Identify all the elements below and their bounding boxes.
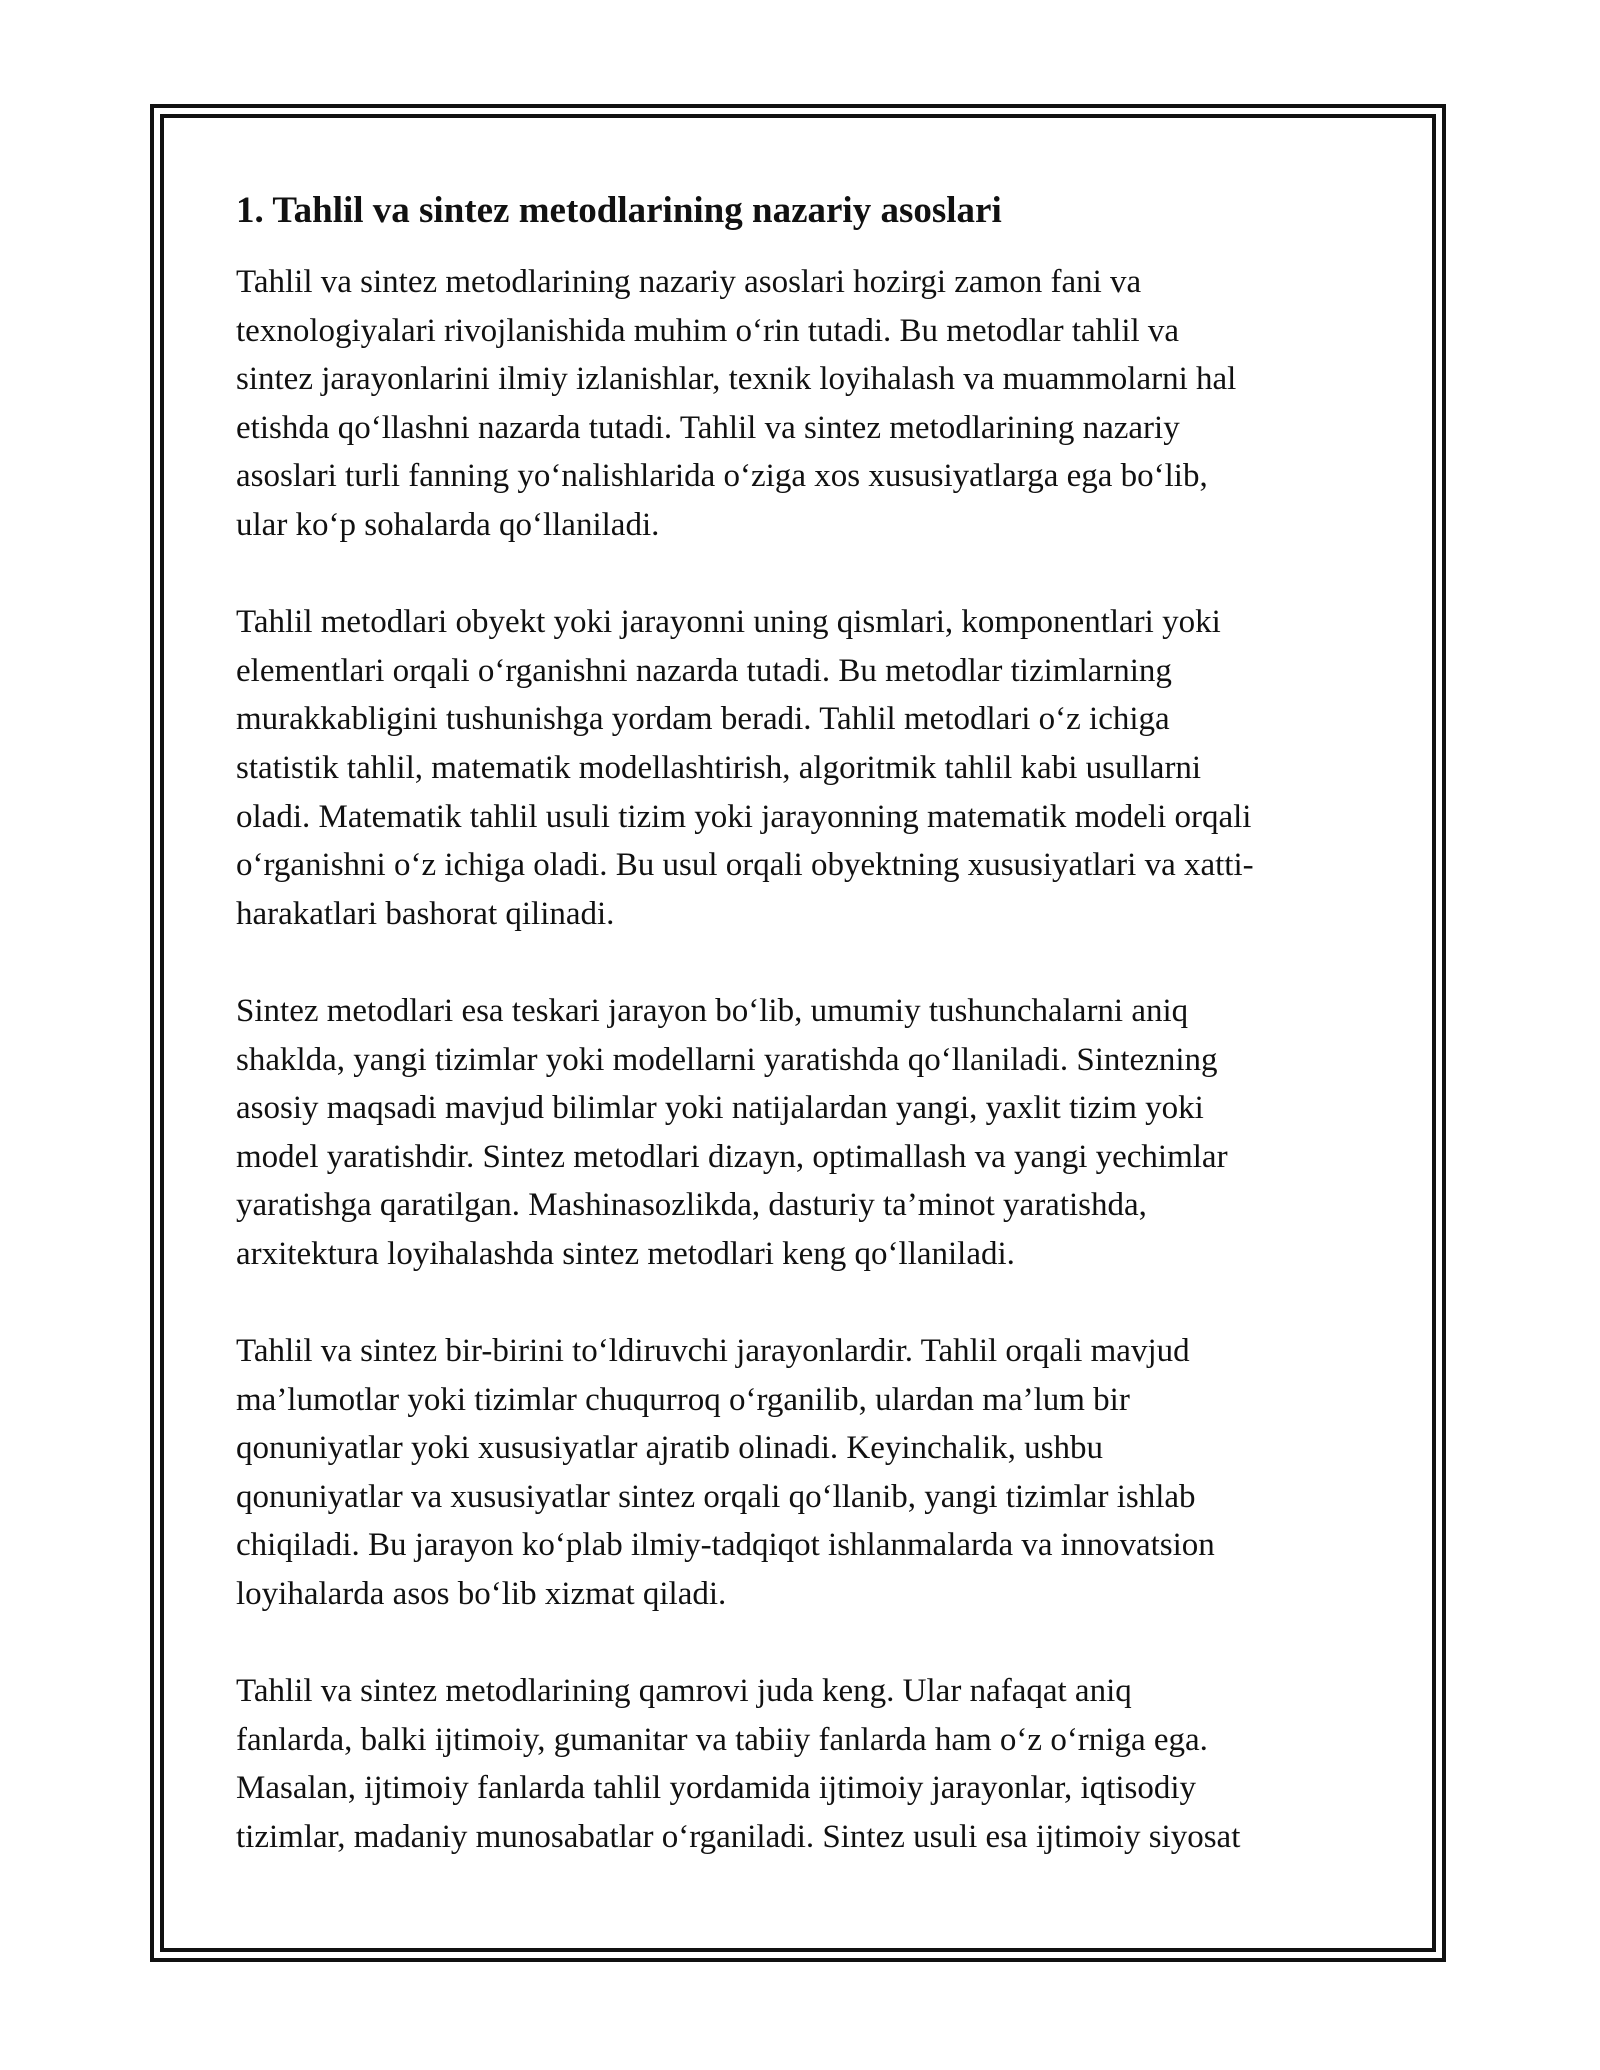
text-line: chiqiladi. Bu jarayon ko‘plab ilmiy-tadqiqot ishlanmalarda va innovatsion <box>236 1527 1215 1564</box>
text-line: tizimlar, madaniy munosabatlar o‘rganiladi. Sintez usuli esa ijtimoiy siyosat <box>236 1819 1241 1855</box>
text-line: ular ko‘p sohalarda qo‘llaniladi. <box>236 506 660 543</box>
text-line: Masalan, ijtimoiy fanlarda tahlil yordamida ijtimoiy jarayonlar, iqtisodiy <box>236 1770 1197 1807</box>
text-line: harakatlari bashorat qilinadi. <box>236 895 615 932</box>
text-line: murakkabligini tushunishga yordam beradi. Tahlil metodlari o‘z ichiga <box>236 701 1170 738</box>
paragraph-2 <box>236 598 1366 938</box>
text-line: asoslari turli fanning yo‘nalishlarida o‘ziga xos xususiyatlarga ega bo‘lib, <box>236 458 1208 495</box>
text-line: Tahlil va sintez metodlarining nazariy asoslari hozirgi zamon fani va <box>236 264 1142 300</box>
paragraph-1 <box>236 258 1366 550</box>
text-line: ma’lumotlar yoki tizimlar chuqurroq o‘rganilib, ulardan ma’lum bir <box>236 1381 1130 1418</box>
text-line: model yaratishdir. Sintez metodlari dizayn, optimallash va yangi yechimlar <box>236 1138 1228 1175</box>
paragraph-4 <box>236 1327 1366 1619</box>
text-line: oladi. Matematik tahlil usuli tizim yoki jarayonning matematik modeli orqali <box>236 798 1252 835</box>
text-line: sintez jarayonlarini ilmiy izlanishlar, texnik loyihalash va muammolarni hal <box>236 361 1237 398</box>
text-line: qonuniyatlar yoki xususiyatlar ajratib olinadi. Keyinchalik, ushbu <box>236 1430 1103 1467</box>
text-line: asosiy maqsadi mavjud bilimlar yoki natijalardan yangi, yaxlit tizim yoki <box>236 1090 1204 1127</box>
paragraph-5 <box>236 1667 1366 1861</box>
text-line: Tahlil va sintez metodlarining qamrovi juda keng. Ular nafaqat aniq <box>236 1673 1132 1710</box>
section-heading: 1. Tahlil va sintez metodlarining nazariy asoslari <box>236 190 1002 231</box>
document-body <box>236 186 1366 1910</box>
text-line: Sintez metodlari esa teskari jarayon bo‘lib, umumiy tushunchalarni aniq <box>236 992 1189 1029</box>
text-line: texnologiyalari rivojlanishida muhim o‘rin tutadi. Bu metodlar tahlil va <box>236 312 1180 349</box>
text-line: arxitektura loyihalashda sintez metodlari keng qo‘llaniladi. <box>236 1235 1015 1272</box>
text-line: o‘rganishni o‘z ichiga oladi. Bu usul orqali obyektning xususiyatlari va xatti- <box>236 847 1254 884</box>
text-line: shaklda, yangi tizimlar yoki modellarni yaratishda qo‘llaniladi. Sintezning <box>236 1041 1218 1078</box>
text-line: loyihalarda asos bo‘lib xizmat qiladi. <box>236 1576 727 1613</box>
text-line: Tahlil metodlari obyekt yoki jarayonni uning qismlari, komponentlari yoki <box>236 604 1221 641</box>
text-line: statistik tahlil, matematik modellashtirish, algoritmik tahlil kabi usullarni <box>236 749 1202 786</box>
paragraph-3 <box>236 987 1366 1279</box>
text-line: fanlarda, balki ijtimoiy, gumanitar va tabiiy fanlarda ham o‘z o‘rniga ega. <box>236 1721 1208 1758</box>
text-line: etishda qo‘llashni nazarda tutadi. Tahlil va sintez metodlarining nazariy <box>236 409 1180 446</box>
text-line: yaratishga qaratilgan. Mashinasozlikda, dasturiy ta’minot yaratishda, <box>236 1187 1147 1224</box>
text-line: Tahlil va sintez bir-birini to‘ldiruvchi jarayonlardir. Tahlil orqali mavjud <box>236 1333 1190 1370</box>
text-line: elementlari orqali o‘rganishni nazarda tutadi. Bu metodlar tizimlarning <box>236 652 1172 689</box>
text-line: qonuniyatlar va xususiyatlar sintez orqali qo‘llanib, yangi tizimlar ishlab <box>236 1478 1196 1515</box>
